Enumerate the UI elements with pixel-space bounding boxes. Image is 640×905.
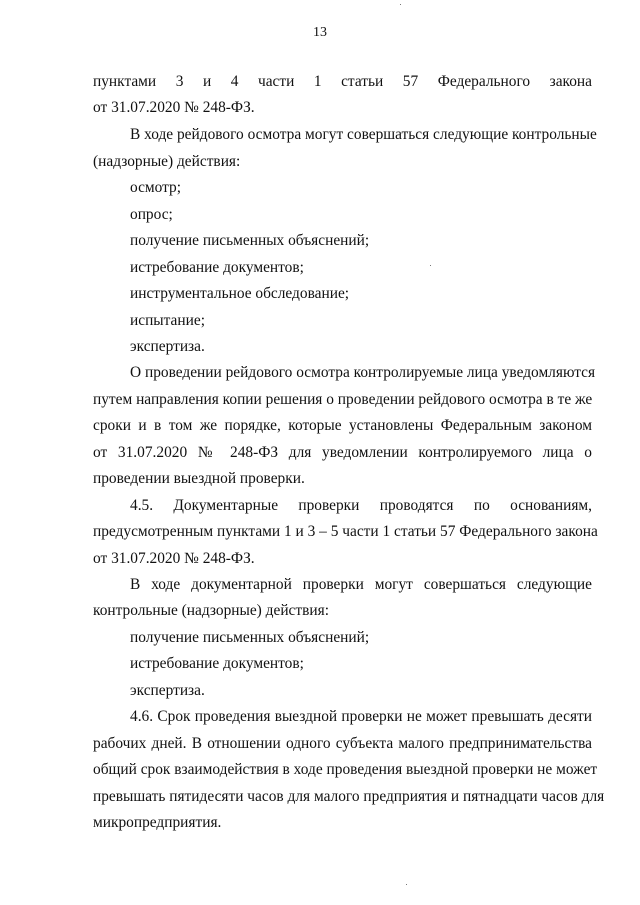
list-item: экспертиза. [130, 338, 205, 355]
list-item: осмотр; [130, 179, 182, 196]
text-line: пунктами 3 и 4 части 1 статьи 57 Федерального закона [93, 73, 592, 90]
page-number: 13 [313, 25, 327, 40]
list-item: экспертиза. [130, 682, 205, 699]
text-line: контрольные (надзорные) действия: [93, 602, 329, 619]
list-item: инструментальное обследование; [130, 285, 350, 302]
text-line: рабочих дней. В отношении одного субъекта малого предпринимательства [93, 735, 592, 752]
scan-speck [430, 265, 431, 266]
list-item: опрос; [130, 206, 173, 223]
text-line: от 31.07.2020 № 248-ФЗ для уведомлении контролируемого лица о [93, 444, 592, 461]
text-line: предусмотренным пунктами 1 и 3 – 5 части 1 статьи 57 Федерального закона [93, 523, 598, 540]
text-line: проведении выездной проверки. [93, 470, 305, 487]
text-line: (надзорные) действия: [93, 153, 241, 170]
scan-speck [400, 4, 401, 5]
text-line: 4.6. Срок проведения выездной проверки не может превышать десяти [130, 708, 592, 725]
text-line: от 31.07.2020 № 248-ФЗ. [93, 99, 255, 116]
text-line: В ходе рейдового осмотра могут совершаться следующие контрольные [130, 126, 597, 143]
text-line: О проведении рейдового осмотра контролируемые лица уведомляются [130, 364, 596, 381]
text-line: общий срок взаимодействия в ходе проведения выездной проверки не может [93, 761, 598, 778]
text-line: от 31.07.2020 № 248-ФЗ. [93, 550, 255, 567]
list-item: испытание; [130, 312, 205, 329]
text-line: В ходе документарной проверки могут совершаться следующие [130, 576, 592, 593]
scan-speck [406, 884, 407, 885]
list-item: получение письменных объяснений; [130, 232, 370, 249]
list-item: истребование документов; [130, 259, 304, 276]
text-line: 4.5. Документарные проверки проводятся по основаниям, [130, 497, 592, 514]
text-line: путем направления копии решения о проведении рейдового осмотра в те же [93, 391, 593, 408]
text-line: превышать пятидесяти часов для малого предприятия и пятнадцати часов для [93, 788, 605, 805]
list-item: получение письменных объяснений; [130, 629, 370, 646]
text-line: сроки и в том же порядке, которые установлены Федеральным законом [93, 417, 592, 434]
text-line: микропредприятия. [93, 814, 222, 831]
list-item: истребование документов; [130, 655, 304, 672]
